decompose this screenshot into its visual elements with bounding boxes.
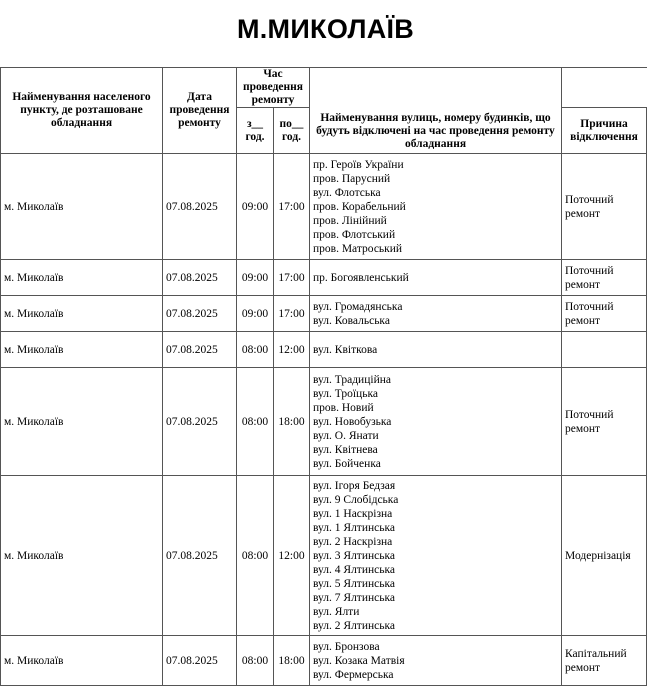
header-time: Час проведення ремонту [237, 68, 310, 108]
cell-location: м. Миколаїв [1, 154, 163, 260]
street-item: вул. Новобузька [313, 415, 392, 428]
cell-time-from: 08:00 [237, 476, 274, 636]
street-item: вул. 1 Ялтинська [313, 521, 396, 534]
street-item: вул. Троїцька [313, 387, 378, 400]
street-item: вул. 2 Ялтинська [313, 619, 396, 632]
street-item: вул. Фермерська [313, 668, 394, 681]
cell-date: 07.08.2025 [163, 296, 237, 332]
cell-location: м. Миколаїв [1, 296, 163, 332]
street-item: вул. 7 Ялтинська [313, 591, 396, 604]
street-item: пр. Героїв України [313, 158, 404, 171]
cell-streets [310, 260, 562, 296]
cell-location: м. Миколаїв [1, 332, 163, 368]
cell-streets [310, 636, 562, 686]
cell-date: 07.08.2025 [163, 368, 237, 476]
cell-time-to: 12:00 [274, 332, 310, 368]
cell-time-from: 09:00 [237, 154, 274, 260]
cell-time-to: 12:00 [274, 476, 310, 636]
header-reason-spacer [562, 68, 647, 108]
street-item: пров. Парусний [313, 172, 391, 185]
street-item: вул. Квіткова [313, 343, 378, 356]
table-row [1, 296, 647, 332]
cell-reason: Модернізація [562, 476, 647, 636]
outage-schedule-table [0, 67, 647, 686]
cell-date: 07.08.2025 [163, 332, 237, 368]
cell-time-to: 18:00 [274, 368, 310, 476]
table-body [1, 154, 647, 686]
cell-streets [310, 296, 562, 332]
street-item: вул. Громадянська [313, 300, 403, 313]
table-row [1, 636, 647, 686]
header-to: по__ год. [274, 108, 310, 154]
street-item: вул. О. Янати [313, 429, 379, 442]
street-item: вул. Козака Матвія [313, 654, 405, 667]
cell-reason: Поточний ремонт [562, 154, 647, 260]
cell-time-to: 17:00 [274, 154, 310, 260]
cell-date: 07.08.2025 [163, 260, 237, 296]
street-item: пров. Корабельний [313, 200, 406, 213]
header-reason: Причина відключення [562, 108, 647, 154]
cell-time-from: 08:00 [237, 368, 274, 476]
street-item: вул. Ялти [313, 605, 360, 618]
street-item: вул. 9 Слобідська [313, 493, 399, 506]
cell-streets [310, 368, 562, 476]
cell-location: м. Миколаїв [1, 260, 163, 296]
cell-date: 07.08.2025 [163, 476, 237, 636]
cell-time-from: 08:00 [237, 636, 274, 686]
header-date: Дата проведення ремонту [163, 68, 237, 154]
cell-time-from: 09:00 [237, 260, 274, 296]
cell-streets [310, 476, 562, 636]
cell-streets [310, 332, 562, 368]
table-row [1, 332, 647, 368]
cell-location: м. Миколаїв [1, 476, 163, 636]
table-row [1, 368, 647, 476]
table-row [1, 260, 647, 296]
cell-time-to: 17:00 [274, 260, 310, 296]
table-row [1, 154, 647, 260]
table-row [1, 476, 647, 636]
cell-reason [562, 332, 647, 368]
street-item: вул. Традиційна [313, 373, 391, 386]
cell-time-from: 09:00 [237, 296, 274, 332]
cell-time-to: 17:00 [274, 296, 310, 332]
street-item: пров. Лінійний [313, 214, 387, 227]
street-item: вул. 3 Ялтинська [313, 549, 396, 562]
cell-reason: Поточний ремонт [562, 296, 647, 332]
street-item: пров. Флотський [313, 228, 396, 241]
street-item: вул. 2 Наскрізна [313, 535, 393, 548]
street-item: пров. Матроський [313, 242, 403, 255]
street-item: вул. 4 Ялтинська [313, 563, 396, 576]
cell-location: м. Миколаїв [1, 636, 163, 686]
cell-streets [310, 154, 562, 260]
street-item: вул. Ігоря Бедзая [313, 479, 396, 492]
cell-reason: Капітальний ремонт [562, 636, 647, 686]
header-streets: Найменування вулиць, номеру будинків, що будуть відключені на час проведення ремонту обладнання [310, 68, 562, 154]
street-item: вул. 1 Наскрізна [313, 507, 393, 520]
street-item: вул. Бойченка [313, 457, 381, 470]
street-item: вул. Ковальська [313, 314, 390, 327]
cell-time-from: 08:00 [237, 332, 274, 368]
cell-location: м. Миколаїв [1, 368, 163, 476]
cell-date: 07.08.2025 [163, 636, 237, 686]
street-item: вул. Квітнева [313, 443, 378, 456]
street-item: пр. Богоявленський [313, 271, 409, 284]
header-location: Найменування населеного пункту, де розташоване обладнання [1, 68, 163, 154]
cell-date: 07.08.2025 [163, 154, 237, 260]
cell-time-to: 18:00 [274, 636, 310, 686]
street-item: вул. Бронзова [313, 640, 380, 653]
street-item: вул. 5 Ялтинська [313, 577, 396, 590]
cell-reason: Поточний ремонт [562, 260, 647, 296]
page-title: М.МИКОЛАЇВ [236, 14, 415, 44]
cell-reason: Поточний ремонт [562, 368, 647, 476]
street-item: вул. Флотська [313, 186, 381, 199]
street-item: пров. Новий [313, 401, 374, 414]
header-from: з__ год. [237, 108, 274, 154]
